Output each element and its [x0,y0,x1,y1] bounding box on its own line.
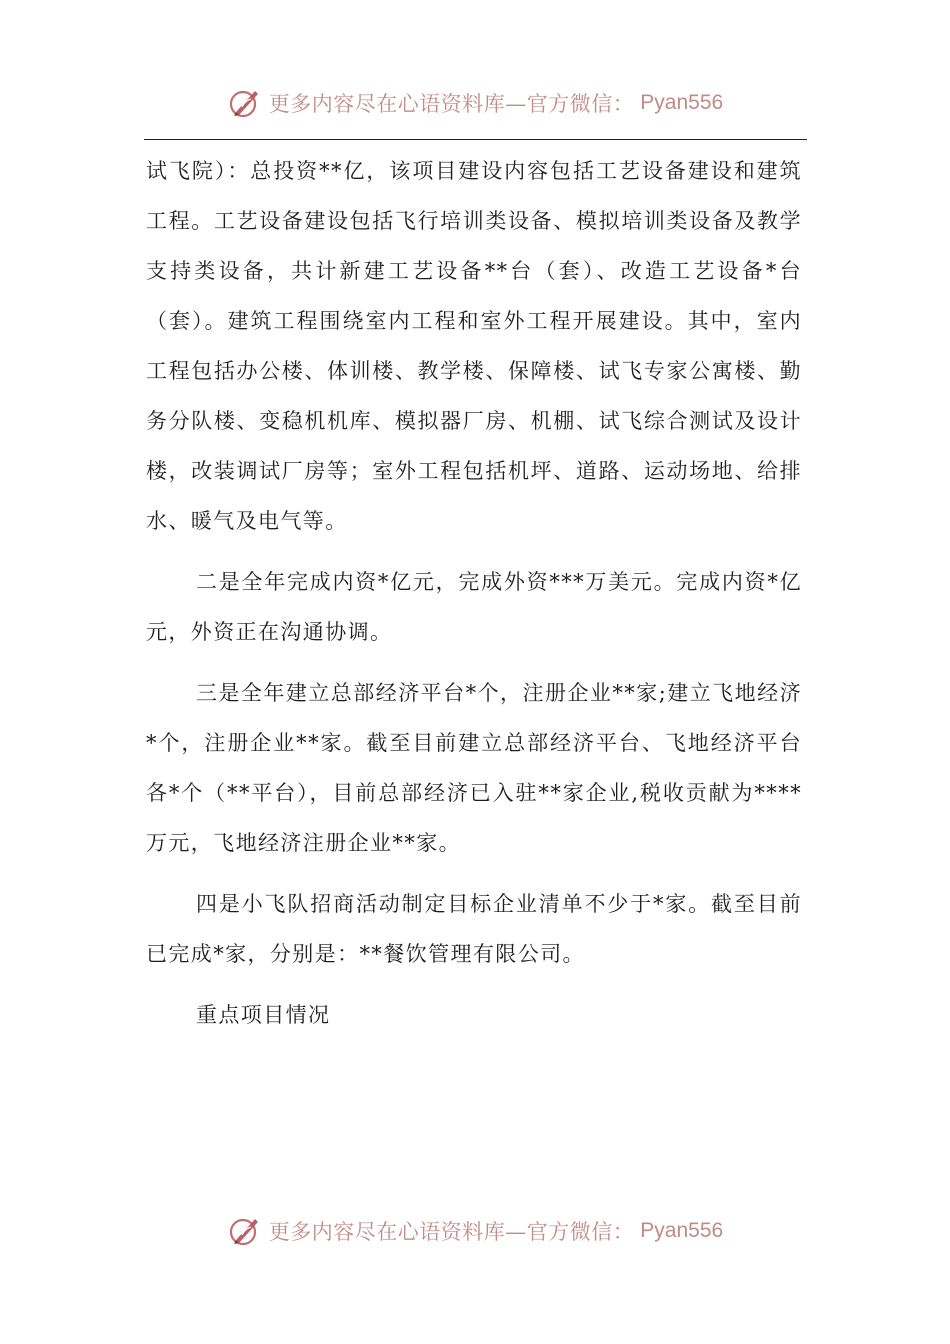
watermark-text: 更多内容尽在心语资料库—官方微信： [268,1220,635,1244]
document-body [146,146,802,1040]
pen-logo-icon [227,1213,263,1249]
watermark-wechat-id: Pyan556 [640,91,724,114]
header-divider [144,139,807,140]
section-heading: 重点项目情况 [196,1003,331,1027]
page-footer-watermark [0,1209,950,1253]
body-paragraph: 四是小飞队招商活动制定目标企业清单不少于*家。截至目前已完成*家，分别是：**餐饮管理有限公司。 [146,892,802,966]
page-header-watermark [0,81,950,125]
body-paragraph: 三是全年建立总部经济平台*个，注册企业**家;建立飞地经济*个，注册企业**家。截至目前建立总部经济平台、飞地经济平台各*个（**平台），目前总部经济已入驻**家企业,税收贡献为****万元，飞地经济注册企业**家。 [146,681,802,855]
watermark-wechat-id: Pyan556 [640,1219,724,1242]
watermark-text: 更多内容尽在心语资料库—官方微信： [268,92,635,116]
pen-logo-icon [227,85,263,121]
body-paragraph: 二是全年完成内资*亿元，完成外资***万美元。完成内资*亿元，外资正在沟通协调。 [146,570,802,644]
body-paragraph: 试飞院）：总投资**亿，该项目建设内容包括工艺设备建设和建筑工程。工艺设备建设包括飞行培训类设备、模拟培训类设备及教学支持类设备，共计新建工艺设备**台（套）、改造工艺设备*台（套）。建筑工程围绕室内工程和室外工程开展建设。其中，室内工程包括办公楼、体训楼、教学楼、保障楼、试飞专家公寓楼、勤务分队楼、变稳机机库、模拟器厂房、机棚、试飞综合测试及设计楼，改装调试厂房等；室外工程包括机坪、道路、运动场地、给排水、暖气及电气等。 [146,159,802,533]
